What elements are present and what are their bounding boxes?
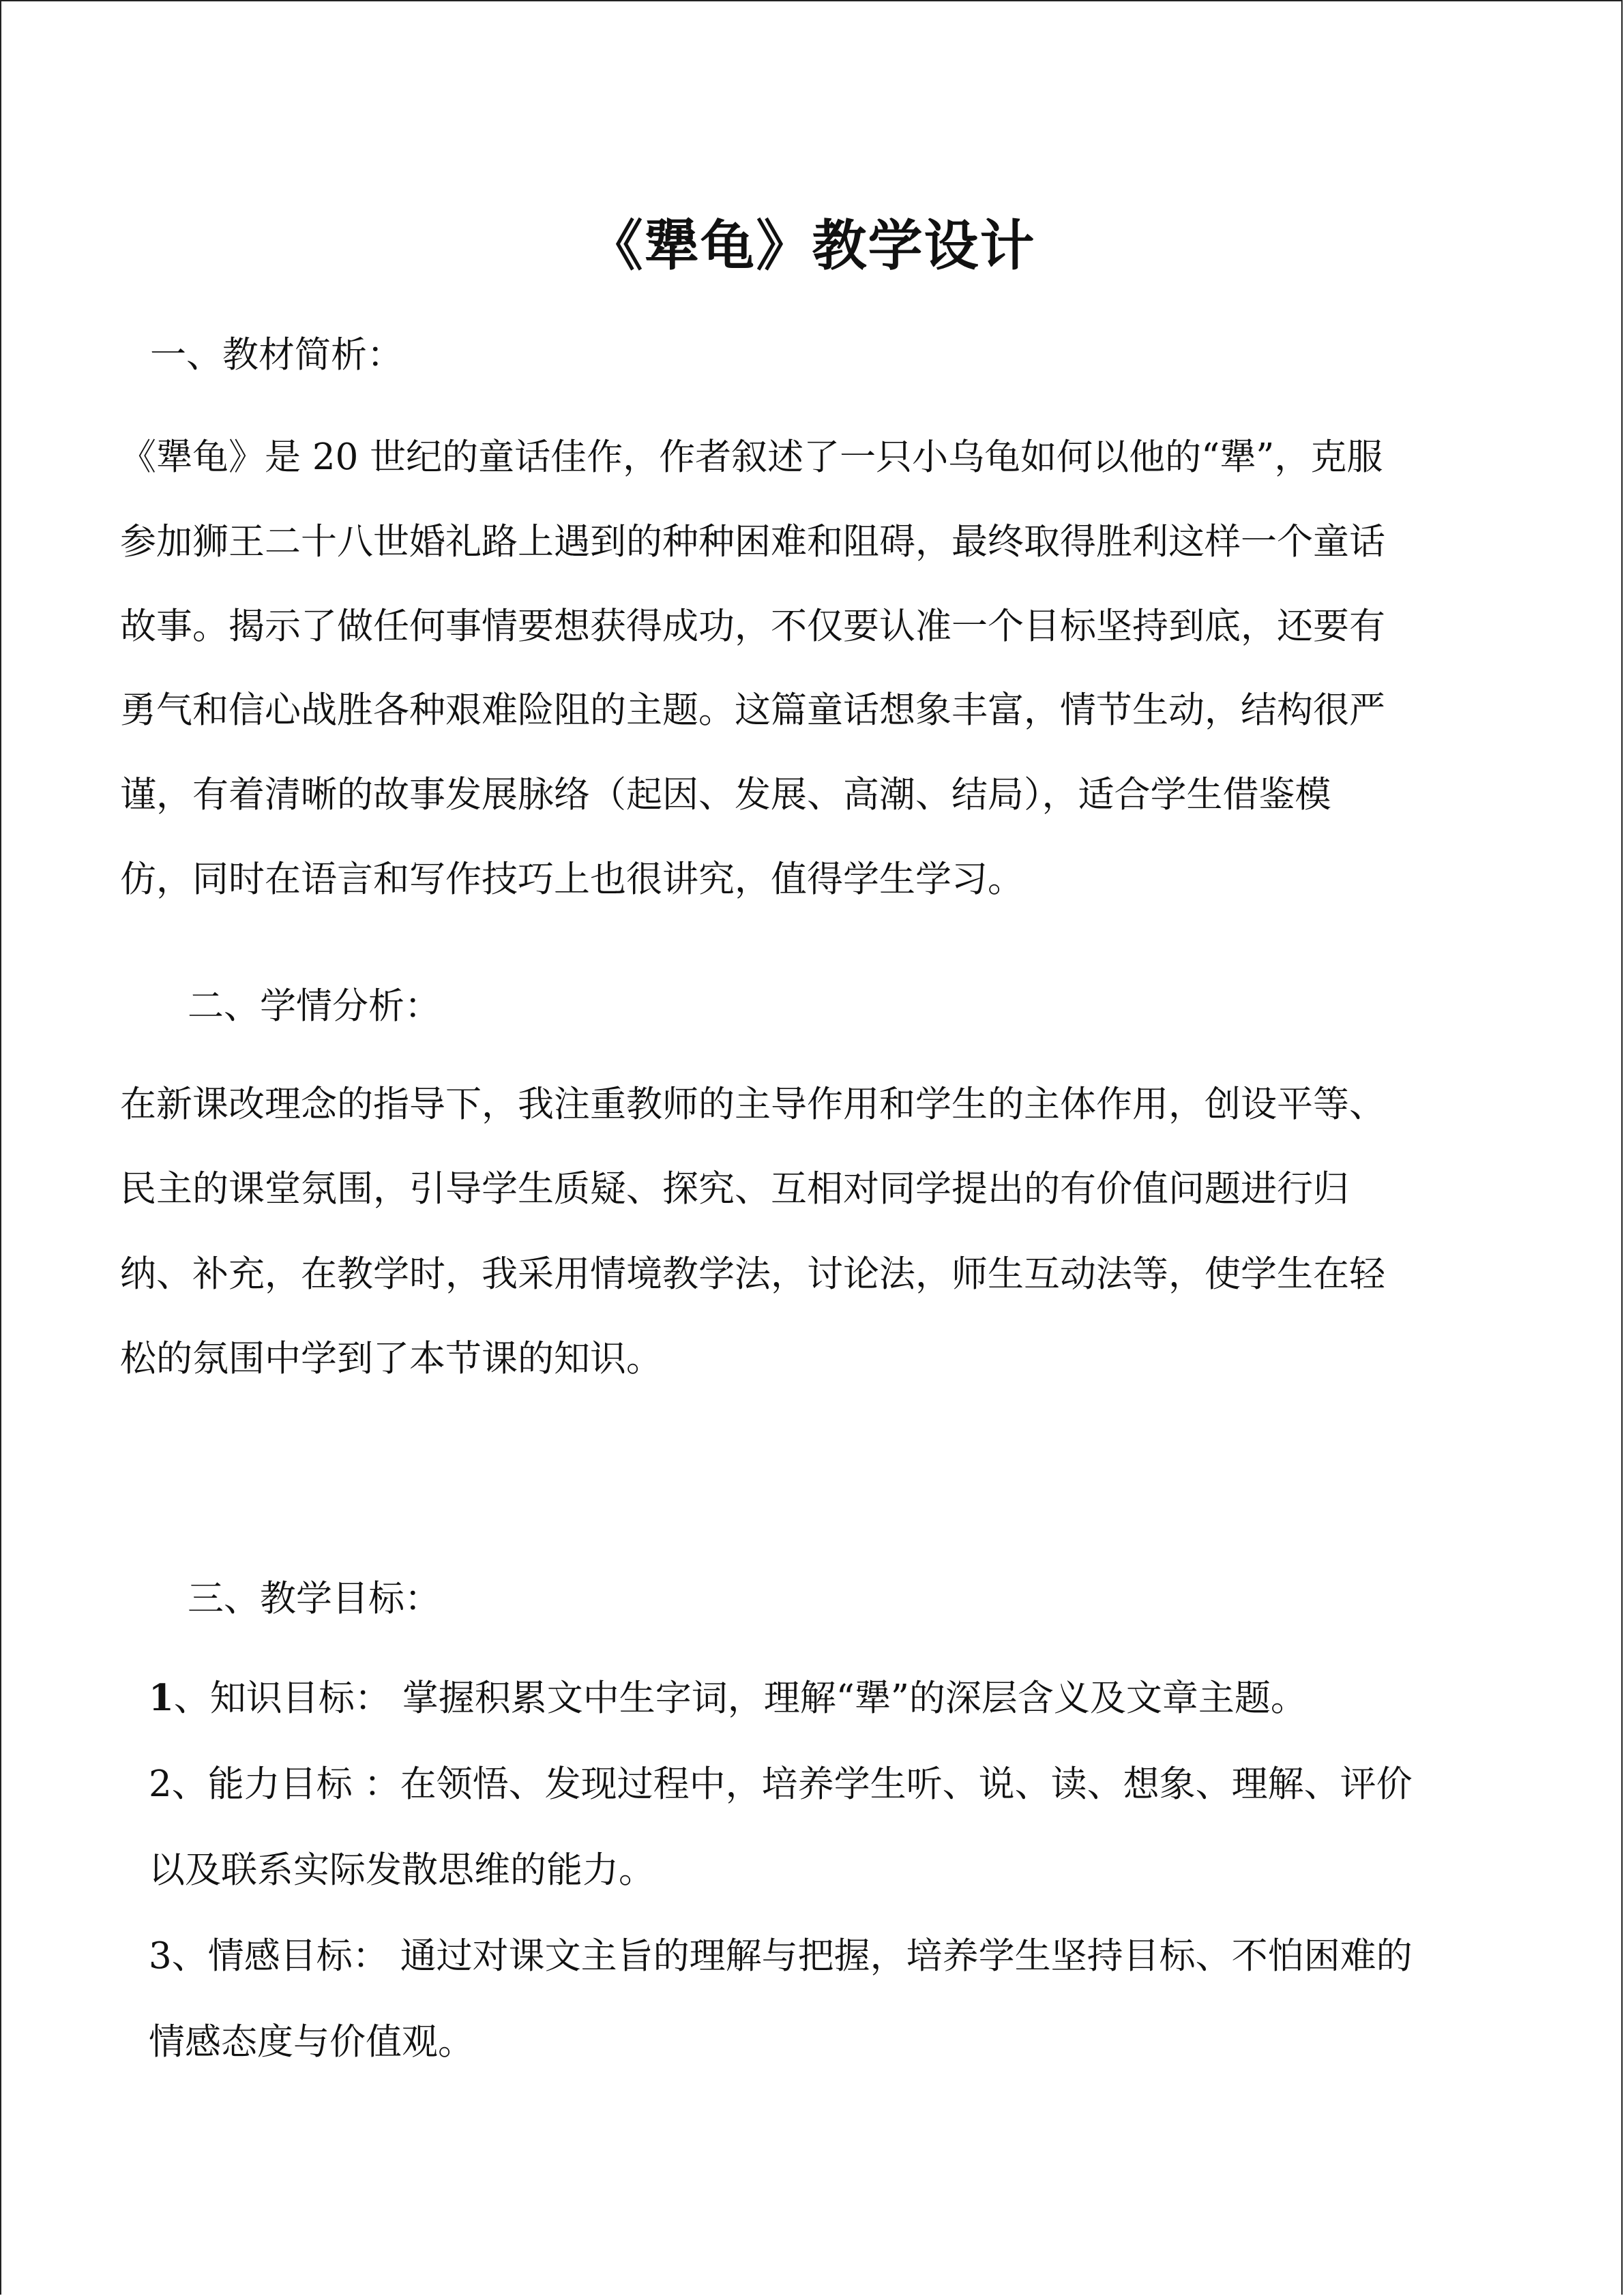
goal-item <box>149 1763 1413 1805</box>
section2-line: 纳、补充，在教学时，我采用情境教学法，讨论法，师生互动法等，使学生在轻 <box>120 1253 1385 1295</box>
section1-line: 故事。揭示了做任何事情要想获得成功，不仅要认准一个目标坚持到底，还要有 <box>120 606 1385 647</box>
section2-line: 民主的课堂氛围，引导学生质疑、探究、互相对同学提出的有价值问题进行归 <box>120 1168 1349 1210</box>
goal-text: 、知识目标： 掌握积累文中生字词，理解“犟”的深层含义及文章主题。 <box>173 1678 1307 1719</box>
goal-item <box>149 2021 474 2063</box>
section3-heading: 三、教学目标： <box>188 1578 441 1620</box>
goal-item <box>149 1849 655 1891</box>
goal-item <box>149 1935 1413 1977</box>
goal-number: 2 <box>149 1763 172 1805</box>
section1-line: 仿，同时在语言和写作技巧上也很讲究，值得学生学习。 <box>120 859 1024 900</box>
section1-heading: 一、教材简析： <box>150 334 403 376</box>
goal-text: 、能力目标 ：在领悟、发现过程中，培养学生听、说、读、想象、理解、评价 <box>171 1763 1413 1805</box>
section1-line: 勇气和信心战胜各种艰难险阻的主题。这篇童话想象丰富，情节生动，结构很严 <box>120 689 1385 731</box>
goal-text: 情感态度与价值观。 <box>149 2021 474 2063</box>
goal-text: 、情感目标： 通过对课文主旨的理解与把握，培养学生坚持目标、不怕困难的 <box>171 1935 1413 1977</box>
document-title: 《犟龟》教学设计 <box>588 213 1036 278</box>
section1-line: 谨，有着清晰的故事发展脉络（起因、发展、高潮、结局），适合学生借鉴模 <box>120 774 1331 816</box>
goal-text: 以及联系实际发散思维的能力。 <box>149 1849 655 1891</box>
goal-number: 1 <box>149 1677 174 1719</box>
goal-number: 3 <box>149 1935 172 1977</box>
section1-line: 参加狮王二十八世婚礼路上遇到的种种困难和阻碍，最终取得胜利这样一个童话 <box>120 521 1385 563</box>
section2-heading: 二、学情分析： <box>188 985 441 1027</box>
section1-line: 《犟龟》是 20 世纪的童话佳作，作者叙述了一只小乌龟如何以他的“犟”，克服 <box>120 436 1383 478</box>
section2-line: 在新课改理念的指导下，我注重教师的主导作用和学生的主体作用，创设平等、 <box>120 1084 1385 1125</box>
goal-item <box>149 1677 1307 1719</box>
section2-line: 松的氛围中学到了本节课的知识。 <box>120 1338 662 1380</box>
